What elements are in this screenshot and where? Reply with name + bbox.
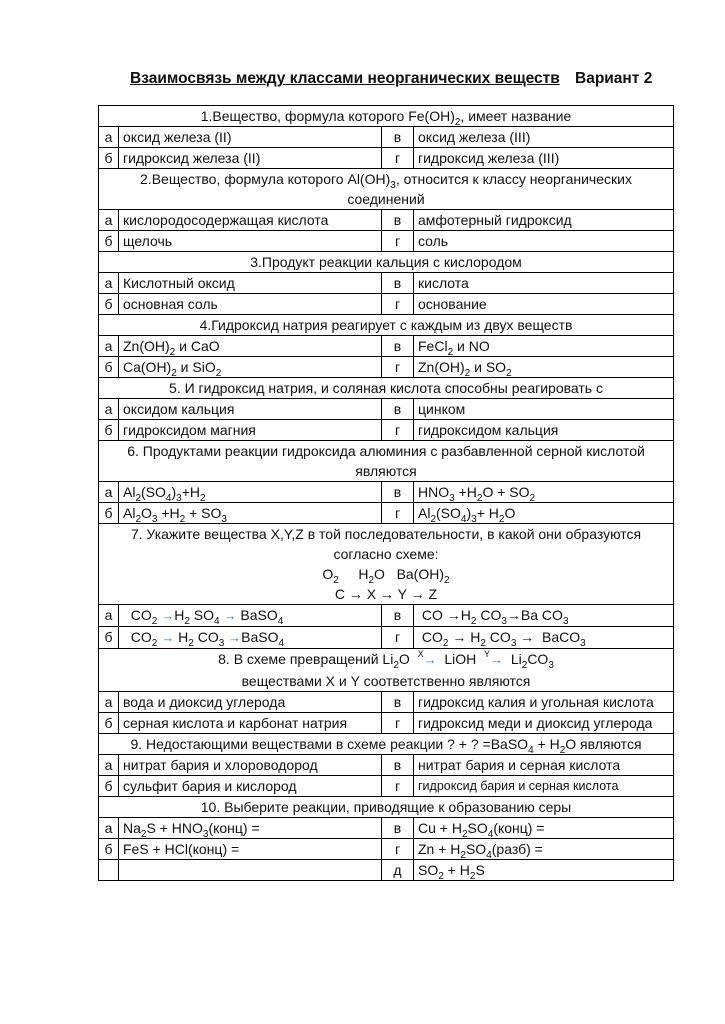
question-6: 6. Продуктами реакции гидроксида алюминия с разбавленной серной кислотой являются [99, 441, 674, 482]
answer-row [99, 210, 674, 231]
question-2: 2.Вещество, формула которого $Al(OH)_3$, относится к классу неорганических соединений [99, 169, 674, 210]
option-letter: г [382, 713, 414, 734]
option-g: гидроксидом кальция [414, 420, 674, 441]
option-letter: в [382, 273, 414, 294]
option-letter: а [99, 273, 119, 294]
arrow-icon: → [228, 630, 242, 645]
option-v: цинком [414, 399, 674, 420]
arrow-icon: → [490, 652, 504, 667]
page-title: Взаимосвязь между классами неорганических веществ [130, 70, 560, 87]
option-letter: в [382, 127, 414, 148]
option-g: $Zn(OH)_2$ и $SO_2$ [414, 357, 674, 378]
option-g: гидроксид меди и диоксид углерода [414, 713, 674, 734]
option-letter: а [99, 605, 119, 627]
option-a: оксид железа (II) [119, 127, 382, 148]
option-letter: в [382, 605, 414, 627]
arrow-icon: → [348, 586, 363, 602]
option-g: $Al_2(SO_4)_3+ H_2O$ [414, 503, 674, 524]
option-letter: а [99, 127, 119, 148]
question-row [99, 441, 674, 482]
option-letter: а [99, 482, 119, 503]
option-b: $Al_2O_3 +H_2 + SO_3$ [119, 503, 382, 524]
test-table-wrapper [98, 105, 674, 881]
option-v: CO $\to H_2$ $CO_3\to Ba$ $CO_3$ [414, 605, 674, 627]
option-letter: б [99, 503, 119, 524]
option-letter: г [382, 503, 414, 524]
answer-row [99, 336, 674, 357]
question-1: 1.Вещество, формула которого $Fe(OH)_2$, имеет название [99, 106, 674, 127]
option-v: FeCl$_2$ и NO [414, 336, 674, 357]
option-letter: б [99, 294, 119, 315]
option-letter: б [99, 357, 119, 378]
option-g: основание [414, 294, 674, 315]
option-letter: г [382, 294, 414, 315]
arrow-icon: → [446, 607, 461, 623]
option-letter: б [99, 148, 119, 169]
option-a: вода и диоксид углерода [119, 692, 382, 713]
question-10: 10. Выберите реакции, приводящие к образованию серы [99, 797, 674, 818]
option-a: нитрат бария и хлороводород [119, 755, 382, 776]
arrow-icon: → [452, 629, 467, 645]
option-letter: а [99, 818, 119, 839]
answer-row [99, 273, 674, 294]
answer-row [99, 357, 674, 378]
option-d: $SO_2 + H_2S$ [414, 860, 674, 881]
option-v: нитрат бария и серная кислота [414, 755, 674, 776]
option-letter: в [382, 755, 414, 776]
option-b: сульфит бария и кислород [119, 776, 382, 797]
option-b: гидроксид железа (II) [119, 148, 382, 169]
reagents-line: $O_2$ $H_2O$ $Ba(OH)_2$ [322, 566, 450, 586]
option-b: $CO_2 \to H_2$ $CO_3$ →BaSO$_4$ [119, 627, 382, 649]
arrow-icon: → [223, 608, 237, 623]
option-letter: г [382, 357, 414, 378]
question-7: 7. Укажите вещества X,Y,Z в той последовательности, в какой они образуются согласно схеме: $O_2$ $H_2O$ $Ba(OH)_2$ C → X → Y → Z [99, 524, 674, 605]
option-letter: в [382, 482, 414, 503]
arrow-icon: → [506, 607, 521, 623]
answer-row [99, 127, 674, 148]
option-v: гидроксид калия и угольная кислота [414, 692, 674, 713]
option-v: $Cu + H_2SO_4(конц)$ = [414, 818, 674, 839]
question-row [99, 378, 674, 399]
question-row [99, 524, 674, 605]
option-letter: б [99, 420, 119, 441]
answer-row [99, 482, 674, 503]
question-row [99, 734, 674, 755]
option-g: гидроксид бария и серная кислота [414, 776, 674, 797]
answer-row [99, 692, 674, 713]
arrow-icon: → [520, 629, 535, 645]
test-table [98, 105, 674, 881]
option-letter: б [99, 839, 119, 860]
option-letter: в [382, 336, 414, 357]
option-a: $Al_2(SO_4)_3+H_2$ [119, 482, 382, 503]
option-letter: в [382, 692, 414, 713]
option-letter: а [99, 692, 119, 713]
question-row [99, 106, 674, 127]
option-letter: г [382, 627, 414, 649]
question-row [99, 315, 674, 336]
option-b: гидроксидом магния [119, 420, 382, 441]
answer-row [99, 605, 674, 627]
option-b: серная кислота и карбонат натрия [119, 713, 382, 734]
option-a: оксидом кальция [119, 399, 382, 420]
option-letter: б [99, 231, 119, 252]
option-empty [119, 860, 382, 881]
arrow-icon: → [161, 630, 175, 645]
option-letter: а [99, 399, 119, 420]
header [130, 70, 653, 88]
answer-row [99, 839, 674, 860]
answer-row [99, 755, 674, 776]
option-letter: а [99, 336, 119, 357]
answer-row [99, 627, 674, 649]
option-v: амфотерный гидроксид [414, 210, 674, 231]
question-5: 5. И гидроксид натрия, и соляная кислота способны реагировать с [99, 378, 674, 399]
option-letter: д [382, 860, 414, 881]
variant-label: Вариант 2 [575, 70, 653, 87]
answer-row [99, 860, 674, 881]
answer-row [99, 399, 674, 420]
answer-row [99, 818, 674, 839]
option-letter-empty [99, 860, 119, 881]
option-g: гидроксид железа (III) [414, 148, 674, 169]
option-a: $Zn(OH)_2$ и CaO [119, 336, 382, 357]
option-letter: г [382, 776, 414, 797]
option-v: $HNO_3 +H_2O + SO_2$ [414, 482, 674, 503]
option-g: соль [414, 231, 674, 252]
option-b: щелочь [119, 231, 382, 252]
question-9: 9. Недостающими веществами в схеме реакции ? + ? =BaSO$_4$ + $H_2O$ являются [99, 734, 674, 755]
option-b: $Ca(OH)_2$ и SiO$_2$ [119, 357, 382, 378]
question-4: 4.Гидроксид натрия реагирует с каждым из двух веществ [99, 315, 674, 336]
question-row [99, 169, 674, 210]
arrow-icon: → [410, 586, 425, 602]
question-row [99, 252, 674, 273]
arrow-icon: → [161, 608, 175, 623]
option-letter: б [99, 713, 119, 734]
question-row [99, 649, 674, 692]
answer-row [99, 294, 674, 315]
option-a: Кислотный оксид [119, 273, 382, 294]
option-g: $CO_2 \to H_2$ $CO_3$ → BaCO$_3$ [414, 627, 674, 649]
option-v: оксид железа (III) [414, 127, 674, 148]
option-letter: г [382, 420, 414, 441]
option-letter: г [382, 148, 414, 169]
option-letter: б [99, 627, 119, 649]
option-letter: г [382, 839, 414, 860]
option-letter: в [382, 210, 414, 231]
answer-row [99, 776, 674, 797]
option-a: $Na_2S$ + $HNO_3(конц)$ = [119, 818, 382, 839]
question-row [99, 797, 674, 818]
answer-row [99, 231, 674, 252]
option-v: кислота [414, 273, 674, 294]
question-8: 8. В схеме превращений $Li_2O$ $^X$→ LiOH $^Y\to Li_2CO_3$ веществами X и Y соответственно являются [99, 649, 674, 692]
answer-row [99, 713, 674, 734]
option-letter: г [382, 231, 414, 252]
option-letter: б [99, 776, 119, 797]
option-letter: а [99, 755, 119, 776]
question-3: 3.Продукт реакции кальция с кислородом [99, 252, 674, 273]
option-b: FeS + HCl(конц) = [119, 839, 382, 860]
option-letter: а [99, 210, 119, 231]
scheme-line: C → X → Y → Z [334, 586, 438, 602]
answer-row [99, 148, 674, 169]
option-b: основная соль [119, 294, 382, 315]
answer-row [99, 420, 674, 441]
option-letter: в [382, 818, 414, 839]
option-g: $Zn + H_2SO_4(разб)$ = [414, 839, 674, 860]
option-a: $CO_2 \to H_2$ $SO_4$ → BaSO$_4$ [119, 605, 382, 627]
answer-row [99, 503, 674, 524]
arrow-icon: → [423, 652, 437, 667]
option-letter: в [382, 399, 414, 420]
arrow-icon: → [380, 586, 395, 602]
option-a: кислородосодержащая кислота [119, 210, 382, 231]
